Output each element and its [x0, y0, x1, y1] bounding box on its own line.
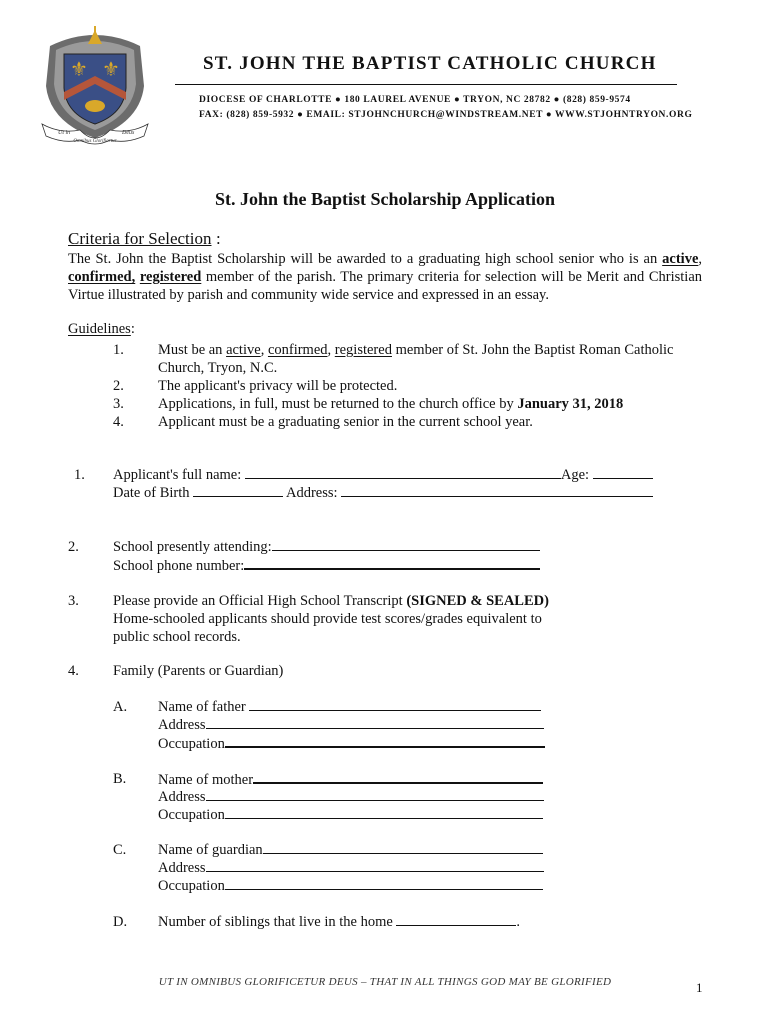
guideline-2-text: The applicant's privacy will be protected.	[158, 378, 398, 394]
question-2-number: 2.	[68, 539, 79, 555]
father-name-label: Name of father	[158, 699, 246, 715]
address-label: Address:	[285, 485, 338, 501]
school-label: School presently attending:	[113, 539, 272, 555]
question-3-number: 3.	[68, 593, 79, 609]
age-field[interactable]	[593, 466, 653, 479]
mother-address-field[interactable]	[206, 788, 544, 801]
guardian-name-label: Name of guardian	[158, 842, 263, 858]
applicant-name-label: Applicant's full name:	[113, 467, 242, 483]
crest-banner-right: Deus	[122, 130, 135, 136]
siblings-field[interactable]	[396, 913, 516, 926]
question-1-number: 1.	[74, 467, 85, 483]
address-field[interactable]	[341, 484, 653, 497]
transcript-text: Please provide an Official High School Transcript (SIGNED & SEALED)	[113, 593, 549, 609]
guardian-occupation-label: Occupation	[158, 878, 225, 894]
family-heading: Family (Parents or Guardian)	[113, 663, 284, 679]
school-phone-field[interactable]	[244, 556, 540, 570]
father-address-row	[158, 716, 544, 734]
mother-occupation-row	[158, 806, 543, 824]
mother-name-label: Name of mother	[158, 772, 254, 788]
applicant-name-row	[113, 466, 653, 484]
mother-occupation-field[interactable]	[225, 806, 543, 819]
guideline-3-number: 3.	[113, 396, 124, 412]
guideline-4-number: 4.	[113, 414, 124, 430]
family-b-letter: B.	[113, 771, 127, 787]
criteria-heading-colon: :	[216, 229, 221, 248]
transcript-text-line2: Home-schooled applicants should provide test scores/grades equivalent to	[113, 611, 542, 627]
crest-banner-bottom: Omnibus Glorificetur	[73, 139, 117, 144]
mother-name-row	[158, 770, 543, 789]
svg-text:⚜: ⚜	[70, 57, 88, 81]
guardian-address-row	[158, 859, 544, 877]
father-occupation-label: Occupation	[158, 736, 225, 752]
family-a-letter: A.	[113, 699, 128, 715]
church-name: ST. JOHN THE BAPTIST CATHOLIC CHURCH	[203, 53, 657, 74]
guideline-1-text-line2: Church, Tryon, N.C.	[158, 360, 278, 376]
church-address-line: DIOCESE OF CHARLOTTE ● 180 LAUREL AVENUE ● TRYON, NC 28782 ● (828) 859-9574	[199, 95, 631, 105]
guardian-name-row	[158, 841, 543, 859]
header-divider	[175, 84, 677, 85]
guideline-1-text: Must be an active, confirmed, registered member of St. John the Baptist Roman Catholic	[158, 342, 674, 358]
father-occupation-field[interactable]	[225, 734, 545, 748]
school-phone-label: School phone number:	[113, 558, 245, 574]
mother-address-row	[158, 788, 544, 806]
guardian-name-field[interactable]	[263, 841, 543, 854]
father-name-row	[158, 698, 541, 716]
family-d-letter: D.	[113, 914, 128, 930]
guideline-4-text: Applicant must be a graduating senior in the current school year.	[158, 414, 533, 430]
mother-name-field[interactable]	[253, 770, 543, 784]
church-crest-logo	[40, 26, 150, 146]
page-number: 1	[696, 980, 703, 995]
svg-text:⚜: ⚜	[102, 57, 120, 81]
guardian-occupation-field[interactable]	[225, 877, 543, 890]
siblings-label: Number of siblings that live in the home	[158, 914, 393, 930]
school-phone-row	[113, 556, 540, 575]
father-occupation-row	[158, 734, 545, 753]
guideline-2-number: 2.	[113, 378, 124, 394]
mother-occupation-label: Occupation	[158, 807, 225, 823]
guidelines-heading: Guidelines:	[68, 321, 135, 337]
mother-address-label: Address	[158, 789, 206, 805]
transcript-text-line3: public school records.	[113, 629, 241, 645]
school-row	[113, 538, 540, 556]
family-c-letter: C.	[113, 842, 127, 858]
question-4-number: 4.	[68, 663, 79, 679]
criteria-heading: Criteria for Selection	[68, 229, 212, 248]
crest-banner-left: Ut in	[58, 130, 71, 136]
footer-motto: UT IN OMNIBUS GLORIFICETUR DEUS – THAT IN ALL THINGS GOD MAY BE GLORIFIED	[158, 976, 612, 988]
guardian-address-field[interactable]	[206, 859, 544, 872]
dob-field[interactable]	[193, 484, 283, 497]
siblings-row: Number of siblings that live in the home .	[158, 914, 521, 930]
guideline-3-text: Applications, in full, must be returned to the church office by January 31, 2018	[158, 396, 624, 412]
criteria-paragraph: The St. John the Baptist Scholarship will be awarded to a graduating high school senior who is an active, confirmed, registered member of the parish. The primary criteria for selection will be Merit and Christian Virtue illustrated by parish and community wide service and expressed in an essay.	[68, 251, 703, 303]
school-field[interactable]	[272, 538, 540, 551]
age-label: Age:	[560, 467, 590, 483]
father-name-field[interactable]	[249, 698, 541, 711]
applicant-name-field[interactable]	[245, 466, 561, 479]
guardian-address-label: Address	[158, 860, 206, 876]
guideline-1-number: 1.	[113, 342, 124, 358]
church-contact-line: FAX: (828) 859-5932 ● EMAIL: STJOHNCHURCH@WINDSTREAM.NET ● WWW.STJOHNTRYON.ORG	[199, 110, 693, 120]
guardian-occupation-row	[158, 877, 543, 895]
dob-address-row	[113, 484, 653, 502]
form-title: St. John the Baptist Scholarship Application	[214, 189, 556, 209]
dob-label: Date of Birth	[113, 485, 190, 501]
father-address-field[interactable]	[206, 716, 544, 729]
father-address-label: Address	[158, 717, 206, 733]
